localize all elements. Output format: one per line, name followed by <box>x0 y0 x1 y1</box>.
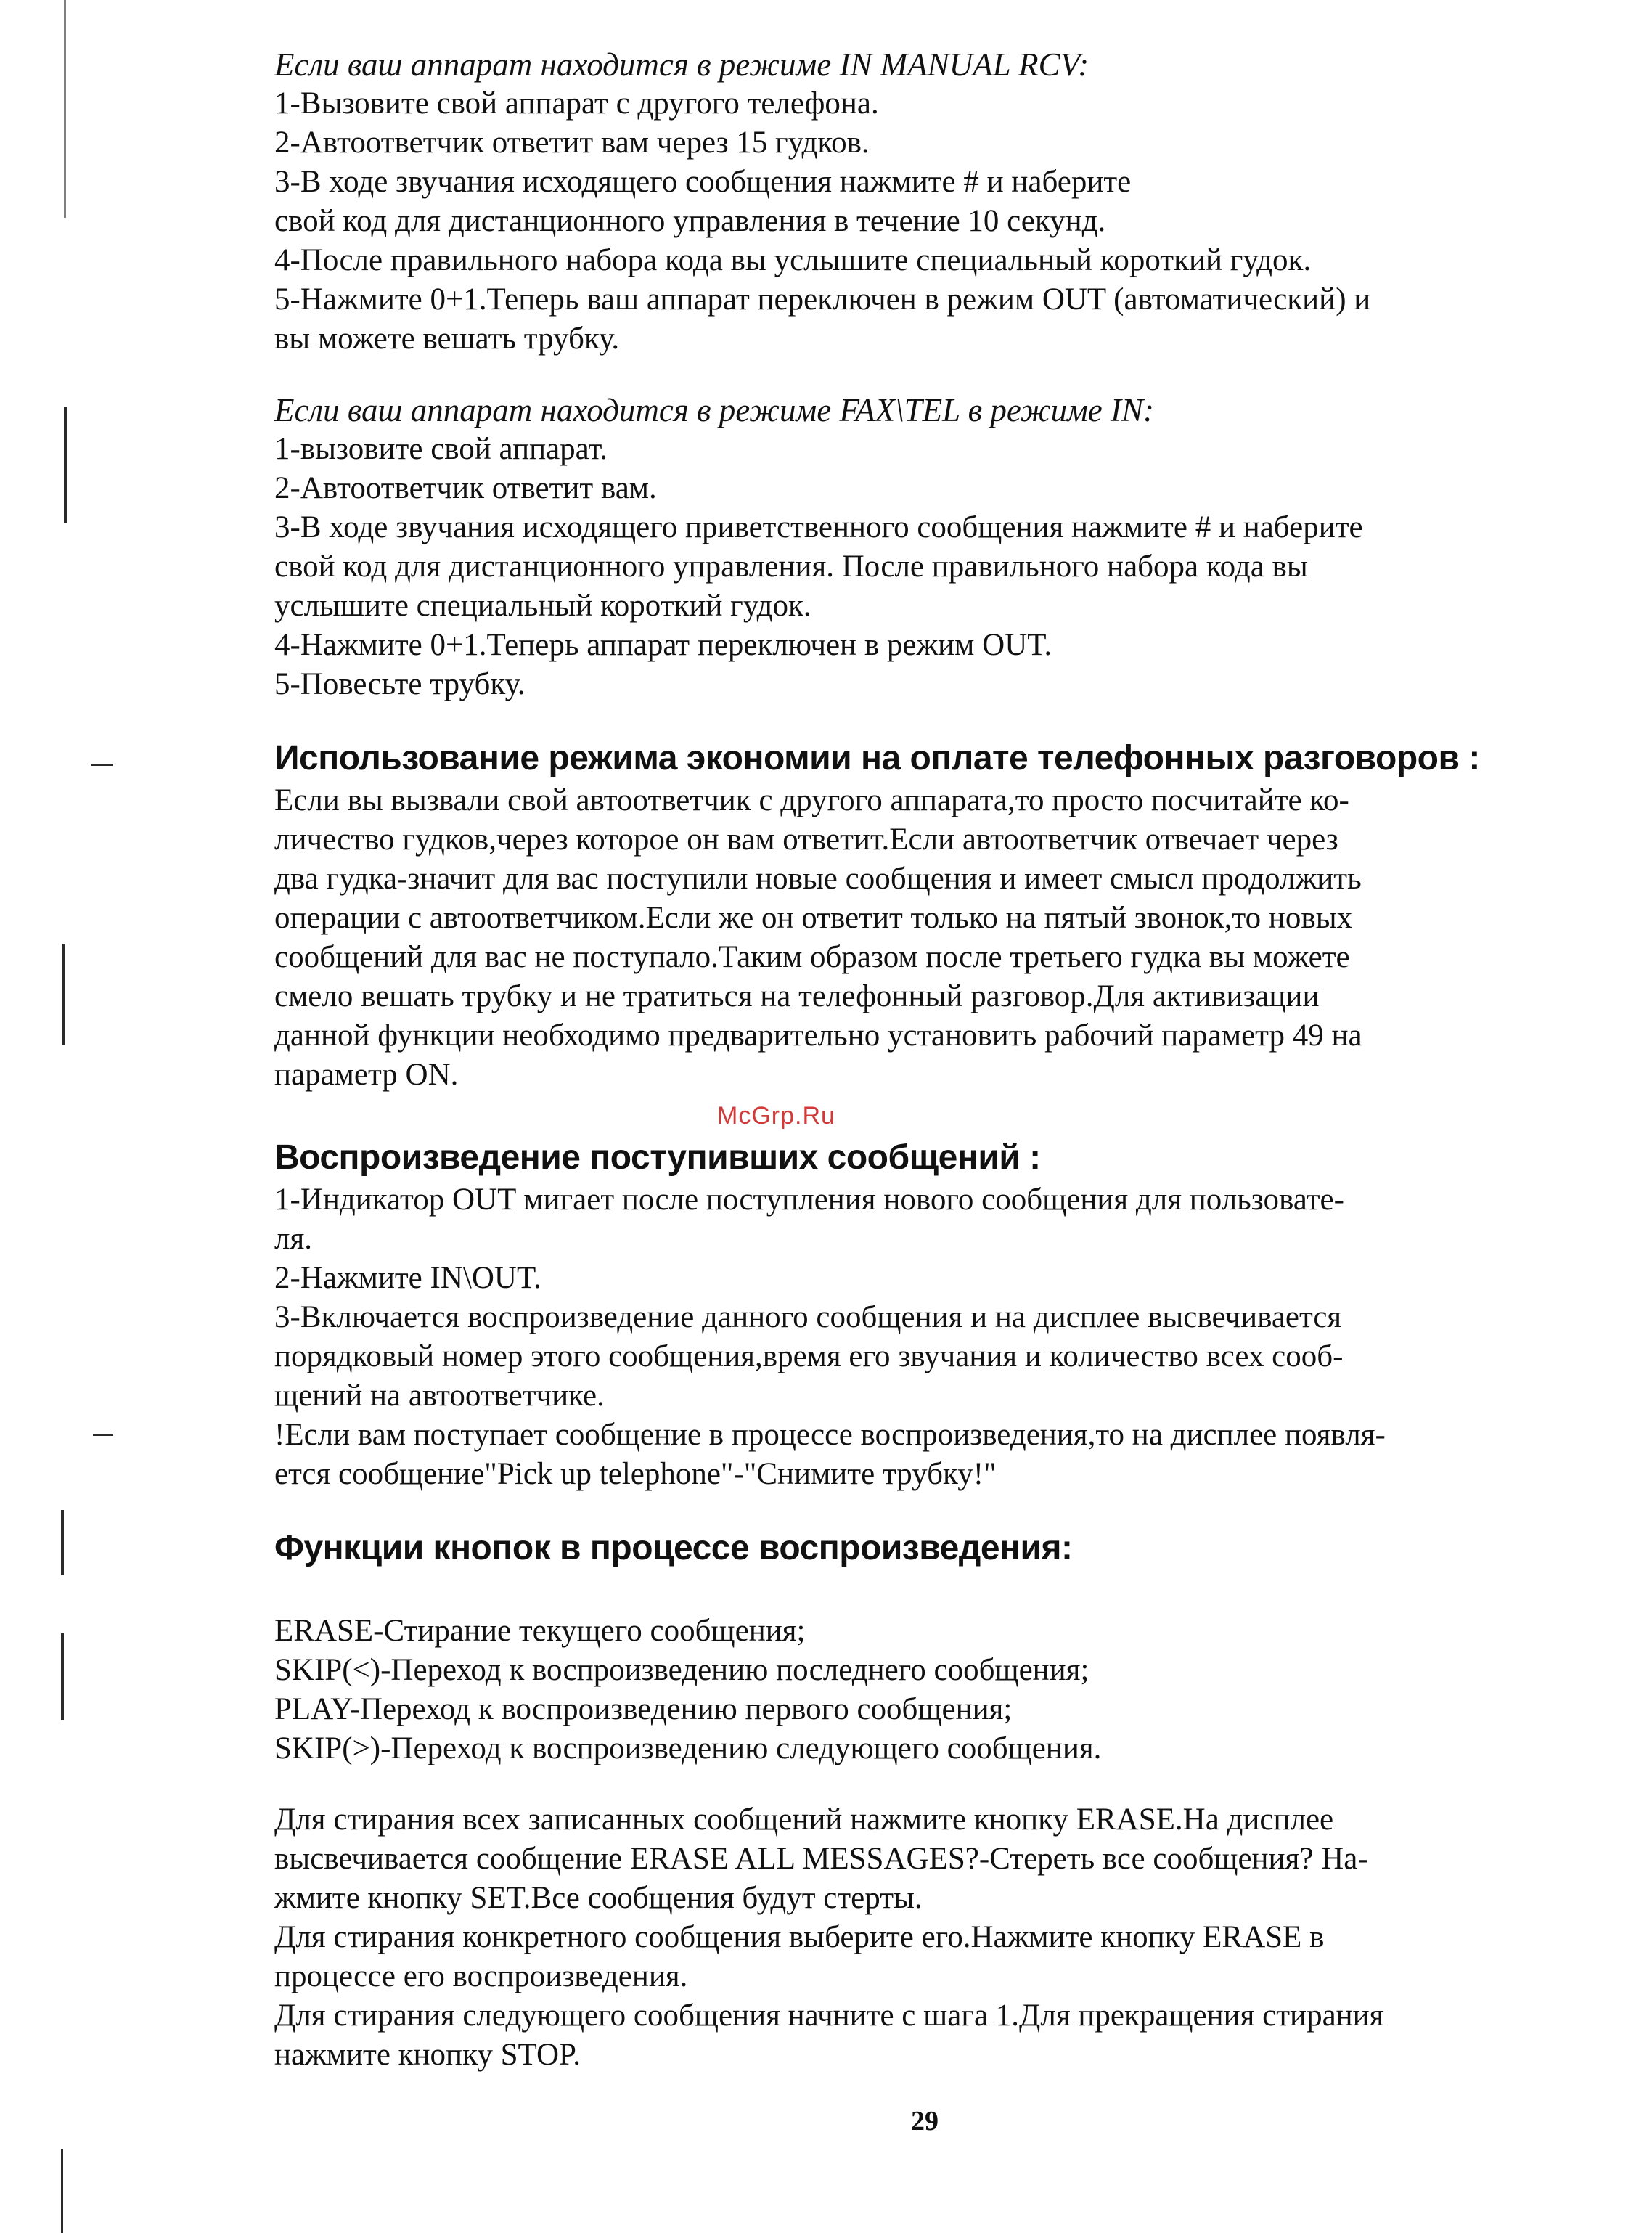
text-line: операции с автоответчиком.Если же он ответит только на пятый звонок,то новых <box>274 901 1353 935</box>
text-line: Если вы вызвали свой автоответчик с другого аппарата,то просто посчитайте ко- <box>274 783 1349 817</box>
scan-margin-mark <box>93 1434 113 1436</box>
text-line: 2-Автоответчик ответит вам. <box>274 471 657 505</box>
text-line: свой код для дистанционного управления. После правильного набора кода вы <box>274 550 1308 584</box>
text-line: 2-Нажмите IN\OUT. <box>274 1261 541 1295</box>
page-number: 29 <box>911 2106 939 2136</box>
section-heading-economy: Использование режима экономии на оплате телефонных разговоров : <box>274 739 1480 777</box>
text-line: SKIP(<)-Переход к воспроизведению последнего сообщения; <box>274 1653 1089 1687</box>
text-line: 2-Автоответчик ответит вам через 15 гудков. <box>274 126 870 160</box>
text-line: 3-Включается воспроизведение данного сообщения и на дисплее высвечивается <box>274 1300 1342 1334</box>
text-line: высвечивается сообщение ERASE ALL MESSAGES?-Стереть все сообщения? На- <box>274 1842 1368 1876</box>
section-heading-fax-tel: Если ваш аппарат находится в режиме FAX\TEL в режиме IN: <box>274 392 1155 428</box>
scan-margin-mark <box>91 764 113 766</box>
section-heading-manual-rcv: Если ваш аппарат находится в режиме IN MANUAL RCV: <box>274 46 1089 83</box>
text-line: Для стирания конкретного сообщения выберите его.Нажмите кнопку ERASE в <box>274 1920 1325 1954</box>
text-line: 1-Индикатор OUT мигает после поступления нового сообщения для пользовате- <box>274 1183 1344 1217</box>
scan-margin-mark <box>61 1510 64 1575</box>
text-line: личество гудков,через которое он вам ответит.Если автоответчик отвечает через <box>274 822 1338 857</box>
scan-margin-mark <box>61 2149 63 2233</box>
text-line: порядковый номер этого сообщения,время его звучания и количество всех сооб- <box>274 1339 1344 1373</box>
text-line: 1-Вызовите свой аппарат с другого телефона. <box>274 86 879 121</box>
watermark-text: McGrp.Ru <box>717 1102 835 1130</box>
text-line: услышите специальный короткий гудок. <box>274 589 811 623</box>
text-line: вы можете вешать трубку. <box>274 322 620 356</box>
text-line: 5-Повесьте трубку. <box>274 667 526 701</box>
text-line: щений на автоответчике. <box>274 1379 605 1413</box>
text-line: 1-вызовите свой аппарат. <box>274 432 608 466</box>
text-line: 4-Нажмите 0+1.Теперь аппарат переключен в режим OUT. <box>274 628 1052 662</box>
text-line: Для стирания следующего сообщения начните с шага 1.Для прекращения стирания <box>274 1999 1384 2033</box>
section-heading-button-functions: Функции кнопок в процессе воспроизведения: <box>274 1529 1073 1567</box>
text-line: PLAY-Переход к воспроизведению первого сообщения; <box>274 1692 1013 1726</box>
text-line: смело вешать трубку и не тратиться на телефонный разговор.Для активизации <box>274 979 1320 1013</box>
page-content <box>274 45 1603 2075</box>
text-line: SKIP(>)-Переход к воспроизведению следующего сообщения. <box>274 1731 1102 1765</box>
scan-margin-mark <box>64 407 67 523</box>
text-line: ERASE-Стирание текущего сообщения; <box>274 1614 806 1648</box>
text-line: параметр ON. <box>274 1058 459 1092</box>
text-line: два гудка-значит для вас поступили новые сообщения и имеет смысл продолжить <box>274 862 1362 896</box>
text-line: процессе его воспроизведения. <box>274 1959 688 1993</box>
text-line: !Если вам поступает сообщение в процессе воспроизведения,то на дисплее появля- <box>274 1418 1386 1452</box>
text-line: ется сообщение"Pick up telephone"-"Снимите трубку!" <box>274 1457 997 1491</box>
text-line: 3-В ходе звучания исходящего приветственного сообщения нажмите # и наберите <box>274 510 1363 544</box>
text-line: нажмите кнопку STOP. <box>274 2038 581 2072</box>
text-line: 5-Нажмите 0+1.Теперь ваш аппарат переключен в режим OUT (автоматический) и <box>274 282 1371 317</box>
scan-margin-mark <box>62 944 65 1045</box>
section-heading-playback: Воспроизведение поступивших сообщений : <box>274 1138 1041 1177</box>
text-line: жмите кнопку SET.Все сообщения будут стерты. <box>274 1881 923 1915</box>
text-line: 4-После правильного набора кода вы услышите специальный короткий гудок. <box>274 243 1312 277</box>
text-line: данной функции необходимо предварительно установить рабочий параметр 49 на <box>274 1018 1362 1053</box>
text-line: сообщений для вас не поступало.Таким образом после третьего гудка вы можете <box>274 940 1350 974</box>
scan-margin-mark <box>61 1633 64 1720</box>
text-line: 3-В ходе звучания исходящего сообщения нажмите # и наберите <box>274 165 1132 199</box>
text-line: Для стирания всех записанных сообщений нажмите кнопку ERASE.На дисплее <box>274 1803 1334 1837</box>
scan-margin-mark <box>64 0 66 218</box>
text-line: свой код для дистанционного управления в течение 10 секунд. <box>274 204 1106 238</box>
text-line: ля. <box>274 1222 312 1256</box>
